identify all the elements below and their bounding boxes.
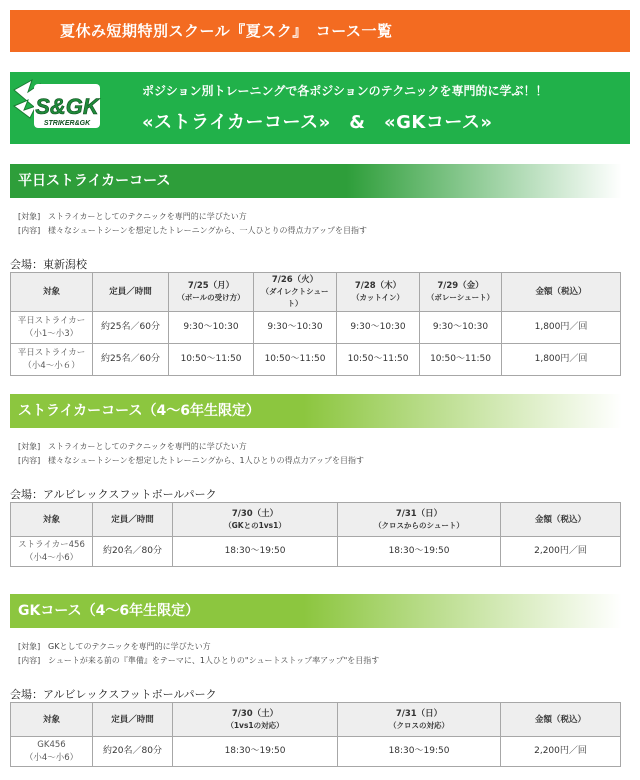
target-tag: [対象] <box>18 442 41 451</box>
striker-gk-logo <box>10 72 110 144</box>
header-capacity: 定員／時間 <box>93 273 169 312</box>
content-tag: [内容] <box>18 656 41 665</box>
day-topic: （ダイレクトシュート） <box>261 287 329 308</box>
header-target: 対象 <box>11 703 93 737</box>
row-time: 18:30～19:50 <box>338 537 501 567</box>
header-day <box>420 273 502 312</box>
row-capacity: 約20名／80分 <box>93 537 173 567</box>
content-text: シュートが来る前の『準備』をテーマに、1人ひとりの"シュートストップ率アップ"を目指す <box>48 656 380 665</box>
row-target-name: ストライカー456 <box>18 539 85 550</box>
day-date: 7/28（木） <box>354 281 402 291</box>
section-heading-striker-456 <box>10 394 622 428</box>
header-capacity: 定員／時間 <box>93 703 173 737</box>
row-price: 1,800円／回 <box>502 344 621 376</box>
page-title: 夏休み短期特別スクール『夏スク』 コース一覧 <box>60 22 393 40</box>
target-tag: [対象] <box>18 642 41 651</box>
schedule-table-gk-456 <box>10 702 621 767</box>
section-heading-text: 平日ストライカーコース <box>18 173 171 189</box>
table-row <box>11 537 621 567</box>
row-time: 9:30～10:30 <box>169 312 254 344</box>
row-time: 9:30～10:30 <box>420 312 502 344</box>
content-text: 様々なシュートシーンを想定したトレーニングから、一人ひとりの得点力アップを目指す <box>48 226 367 235</box>
venue-label: 会場：アルビレックスフットボールパーク <box>10 688 217 701</box>
section-info <box>18 440 364 468</box>
header-day <box>254 273 337 312</box>
target-text: ストライカーとしてのテクニックを専門的に学びたい方 <box>48 212 247 221</box>
header-day <box>338 503 501 537</box>
row-time: 9:30～10:30 <box>337 312 420 344</box>
content-tag: [内容] <box>18 226 41 235</box>
day-topic: （1vs1の対応） <box>226 720 284 730</box>
row-time: 9:30～10:30 <box>254 312 337 344</box>
day-date: 7/31（日） <box>395 708 443 719</box>
page-banner <box>10 10 630 52</box>
header-price: 金額（税込） <box>502 273 621 312</box>
schedule-table-striker-456 <box>10 502 621 567</box>
table-row <box>11 737 621 767</box>
target-text: ストライカーとしてのテクニックを専門的に学びたい方 <box>48 442 247 451</box>
content-text: 様々なシュートシーンを想定したトレーニングから、1人ひとりの得点力アップを目指す <box>48 456 365 465</box>
row-capacity: 約20名／80分 <box>93 737 173 767</box>
hero-subtitle: ポジション別トレーニングで各ポジションのテクニックを専門的に学ぶ！！ <box>142 84 548 98</box>
row-time: 10:50～11:50 <box>337 344 420 376</box>
table-row <box>11 344 621 376</box>
row-target-name: 平日ストライカー <box>17 347 86 358</box>
row-capacity: 約25名／60分 <box>93 344 169 376</box>
header-price: 金額（税込） <box>501 703 621 737</box>
hero-panel <box>10 72 630 144</box>
row-time: 18:30～19:50 <box>338 737 501 767</box>
hero-title: «ストライカーコース» & «GKコース» <box>142 112 493 133</box>
section-heading-gk-456 <box>10 594 622 628</box>
row-target-grade: （小4～小６） <box>23 360 80 371</box>
table-row <box>11 312 621 344</box>
content-tag: [内容] <box>18 456 41 465</box>
row-capacity: 約25名／60分 <box>93 312 169 344</box>
header-target: 対象 <box>11 273 93 312</box>
target-tag: [対象] <box>18 212 41 221</box>
row-time: 18:30～19:50 <box>173 537 338 567</box>
day-date: 7/25（月） <box>187 281 235 291</box>
row-time: 10:50～11:50 <box>254 344 337 376</box>
day-topic: （クロスの対応） <box>389 720 449 730</box>
day-topic: （カットイン） <box>351 293 405 302</box>
row-target <box>11 344 93 376</box>
row-time: 10:50～11:50 <box>169 344 254 376</box>
header-price: 金額（税込） <box>501 503 621 537</box>
target-text: GKとしてのテクニックを専門的に学びたい方 <box>48 642 211 651</box>
day-topic: （ボールの受け方） <box>177 293 245 302</box>
day-date: 7/30（土） <box>231 708 279 719</box>
section-info <box>18 640 379 668</box>
svg-text:S&GK: S&GK <box>35 94 99 119</box>
venue-label: 会場：アルビレックスフットボールパーク <box>10 488 217 501</box>
header-day <box>338 703 501 737</box>
row-price: 2,200円／回 <box>501 737 621 767</box>
section-heading-weekday-striker <box>10 164 622 198</box>
header-capacity: 定員／時間 <box>93 503 173 537</box>
header-target: 対象 <box>11 503 93 537</box>
row-target-grade: （小4～小6） <box>24 552 79 563</box>
day-date: 7/31（日） <box>395 508 443 519</box>
row-target-name: 平日ストライカー <box>17 315 86 326</box>
venue-label: 会場：東新潟校 <box>10 258 87 271</box>
row-target-name: GK456 <box>37 739 66 750</box>
row-time: 10:50～11:50 <box>420 344 502 376</box>
row-price: 1,800円／回 <box>502 312 621 344</box>
row-target-grade: （小4～小6） <box>24 752 79 763</box>
schedule-table-weekday-striker <box>10 272 621 376</box>
row-target <box>11 737 93 767</box>
row-target <box>11 537 93 567</box>
day-topic: （ボレーシュート） <box>426 293 495 302</box>
day-date: 7/30（土） <box>231 508 279 519</box>
header-day <box>173 503 338 537</box>
section-info <box>18 210 367 238</box>
row-target <box>11 312 93 344</box>
row-price: 2,200円／回 <box>501 537 621 567</box>
day-date: 7/26（火） <box>271 275 319 285</box>
row-time: 18:30～19:50 <box>173 737 338 767</box>
section-heading-text: ストライカーコース（4～6年生限定） <box>18 403 260 419</box>
day-date: 7/29（金） <box>437 281 484 291</box>
header-day <box>173 703 338 737</box>
day-topic: （クロスからのシュート） <box>374 520 464 530</box>
section-heading-text: GKコース（4～6年生限定） <box>18 603 200 619</box>
header-day <box>337 273 420 312</box>
row-target-grade: （小1～小3） <box>24 328 79 339</box>
day-topic: （GKとの1vs1） <box>224 520 286 530</box>
header-day <box>169 273 254 312</box>
svg-text:STRIKER&GK: STRIKER&GK <box>43 120 91 127</box>
